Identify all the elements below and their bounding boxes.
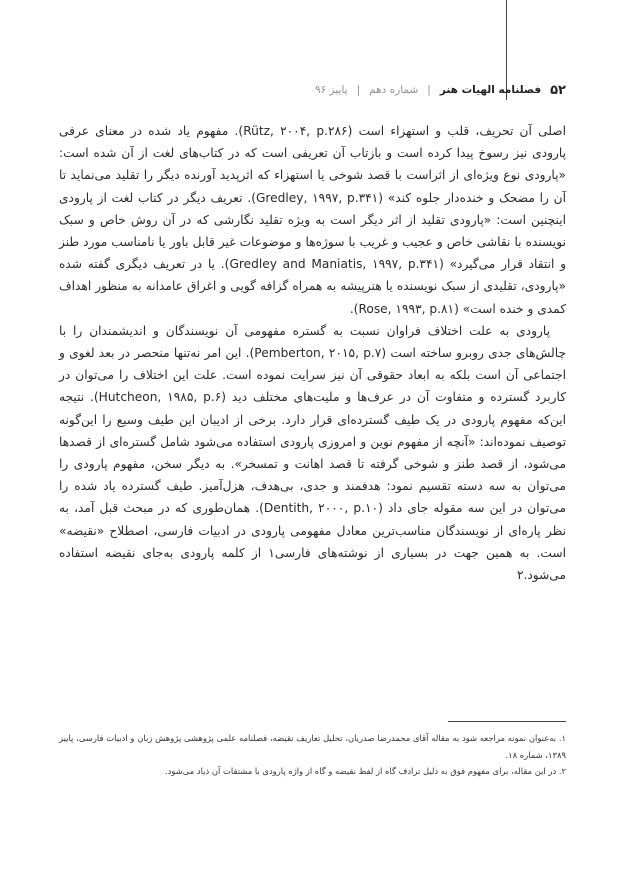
header-separator: | [427, 84, 431, 96]
season-label: پاییز ۹۶ [314, 84, 348, 96]
footnote: ۱. به‌عنوان نمونه مراجعه شود به مقاله آقای محمدرضا صدریان، تحلیل تعاریف نقیضه، فصلنامه علمی پژوهشی پژوهش زبان و ادبیات فارسی، پاییز ۱۳۸۹، شماره ۱۸. [59, 733, 566, 760]
footnote: ۲. در این مقاله، برای مفهوم فوق به دلیل ترادف گاه از لفظ نقیضه و گاه از واژه پارودی با مشتقات آن ‌ذیاد می‌شود. [165, 766, 566, 776]
issue-label: شماره دهم [369, 84, 419, 96]
running-header [315, 82, 566, 98]
body-text [59, 120, 566, 586]
footnotes [59, 730, 566, 780]
footnote-rule [448, 721, 566, 722]
paragraph: پارودی به علت اختلاف فراوان نسبت به گستره مفهومی آن نویسندگان و اندیشمندان را با چالش‌های جدی روبرو ساخته است (Pemberton, ۲۰۱۵, p.۷). این امر نه‌تنها منحصر در بعد لغوی و اجتماعی آن است بلکه به ابعاد حقوقی آن نیز سرایت نموده است. علت این اختلاف را می‌توان در کاربرد گسترده و متفاوت آن در عرف‌ها و ملیت‌های مختلف دید (Hutcheon, ۱۹۸۵, p.۶). نتیجه این‌که مفهوم پارودی در یک طیف گسترده‌ای قرار دارد. برخی از ادیبان این طیف وسیع را این‌گونه توصیف نموده‌اند: «آنچه از مفهوم نوین و امروزی پارودی استفاده می‌شود شامل گستره‌ای از قصدها می‌شود، از قصد طنز و شوخی گرفته تا قصد اهانت و تمسخر». به دیگر سخن، مفهوم پارودی را می‌توان به سه دسته تقسیم نمود: هدفمند و جدی، بی‌هدف، هزل‌آمیز. طیف گسترده یاد شده را می‌توان در این سه مقوله جای داد (Dentith, ۲۰۰۰, p.۱۰). همان‌طوری که در مبحث قبل آمد، به نظر پاره‌ای از نویسندگان مناسب‌ترین معادل مفهومی پارودی در ادبیات فارسی، اصطلاح «نقیضه» است. به همین جهت در بسیاری از نوشته‌های فارسی۱ از کلمه پارودی به‌جای نقیضه استفاده می‌شود.۲ [59, 323, 566, 583]
paragraph: اصلی آن تحریف، قلب و استهزاء است (Rütz, ۲۰۰۴, p.۲۸۶). مفهوم یاد شده در معنای عرفی پارودی نیز رسوخ پیدا کرده است و بازتاب آن تعریفی است که در کتاب‌های لغت از آن شده است: «پارودی نوع ویژه‌ای از اثراست با قصد شوخی یا استهزاء که اثرپدید آورنده دیگر را تقلید می‌نماید تا آن را مضحک و خنده‌دار جلوه کند» (Gredley, ۱۹۹۷, p.۳۴۱). تعریف دیگر در کتاب لغت از پارودی اینچنین است: «پارودی تقلید از اثر دیگر است به ویژه تقلید نگارشی که در آن روش خاص و سبک نویسنده با نقاشی خاص و عجیب و غریب با سوژه‌ها و موضوعات غیر قابل باور یا نامناسب مورد طنز و انتقاد قرار می‌گیرد» (Gredley and Maniatis, ۱۹۹۷, p.۳۴۱). یا در تعریف دیگری گفته شده «پارودی، تقلیدی از سبک نویسنده یا هنرپیشه به همراه گزافه گویی و اغراق عامدانه به منظور اهداف کمدی و خنده است» (Rose, ۱۹۹۳, p.۸۱). [59, 124, 567, 316]
journal-title: فصلنامه الهیات هنر [439, 84, 542, 96]
header-separator: | [356, 84, 361, 96]
page-number: ۵۲ [550, 82, 566, 98]
